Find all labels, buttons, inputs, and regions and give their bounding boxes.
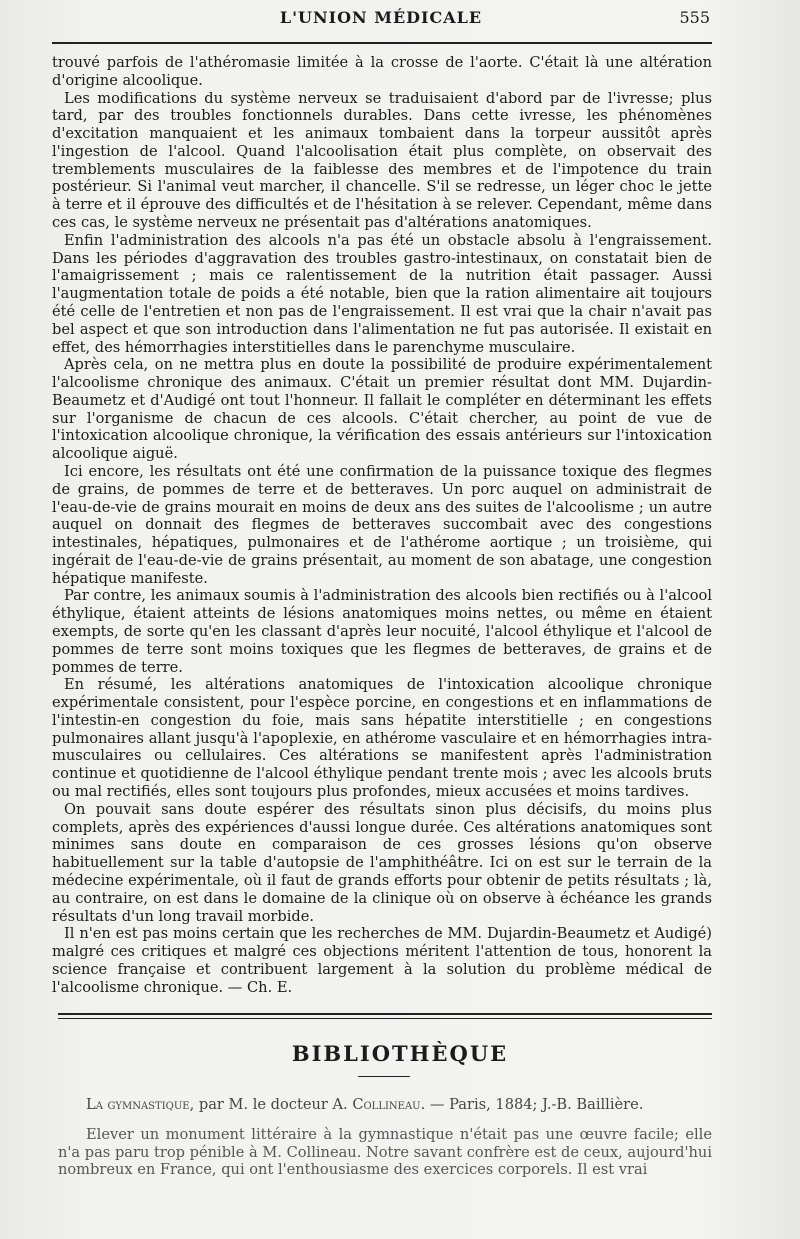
- paragraph: On pouvait sans doute espérer des résultats sinon plus décisifs, du moins plus complets, après des expériences d'aussi longue durée. Ces altérations anatomiques sont minimes sans doute en comparaison de ces grosses lésions qu'on observe habituellement sur la table d'autopsie de l'amphithéâtre. Ici on est sur le terrain de la médecine expérimentale, où il faut de grands efforts pour obtenir de petits résultats ; là, au contraire, on est dans le domaine de la clinique où on observe à échéance les grands résultats d'un long travail morbide.: [52, 800, 712, 925]
- paragraph: Les modifications du système nerveux se traduisaient d'abord par de l'ivresse; plus tard, par des troubles fonctionnels durables. Dans cette ivresse, les phénomènes d'excitation manquaient et les animaux tombaient dans la torpeur aussitôt après l'ingestion de l'alcool. Quand l'alcoolisation était plus complète, on observait des tremblements musculaires de la faiblesse des membres et de l'impotence du train postérieur. Si l'animal veut marcher, il chancelle. S'il se redresse, un léger choc le jette à terre et il éprouve des difficultés et de l'hésitation à se relever. Cependant, même dans ces cas, le système nerveux ne présentait pas d'altérations anatomiques.: [52, 89, 712, 232]
- paragraph: trouvé parfois de l'athéromasie limitée à la crosse de l'aorte. C'était là une altération d'origine alcoolique.: [52, 54, 712, 89]
- work-title: La gymnastique,: [86, 1096, 195, 1113]
- bibliographic-reference: [58, 1096, 712, 1114]
- section-divider: [58, 1013, 712, 1019]
- journal-title: L'UNION MÉDICALE: [279, 8, 483, 27]
- paragraph: Il n'en est pas moins certain que les recherches de MM. Dujardin-Beaumetz et Audigé) malgré ces critiques et malgré ces objections méritent l'attention de tous, honorent la science française et contribuent largement à la solution du problème médical de l'alcoolisme chronique. — Ch. E.: [52, 925, 712, 996]
- paragraph: En résumé, les altérations anatomiques de l'intoxication alcoolique chronique expérimentale consistent, pour l'espèce porcine, en congestions et en inflammations de l'intestin-en congestion du foie, mais sans hépatite interstitielle ; en congestions pulmonaires allant jusqu'à l'apoplexie, en athérome vasculaire et en hémorrhagies intra-musculaires ou cellulaires. Ces altérations se manifestent après l'administration continue et quotidienne de l'alcool éthylique pendant trente mois ; avec les alcools bruts ou mal rectifiés, elles sont toujours plus profondes, mieux accusées et moins tardives.: [52, 676, 712, 801]
- paragraph: Après cela, on ne mettra plus en doute la possibilité de produire expérimentalement l'alcoolisme chronique des animaux. C'était un premier résultat dont MM. Dujardin-Beaumetz et d'Audigé ont tout l'honneur. Il fallait le compléter en déterminant les effets sur l'organisme de chacun de ces alcools. C'était chercher, au point de vue de l'intoxication alcoolique chronique, la vérification des essais antérieurs sur l'intoxication alcoolique aiguë.: [52, 356, 712, 463]
- paragraph: Ici encore, les résultats ont été une confirmation de la puissance toxique des flegmes de grains, de pommes de terre et de betteraves. Un porc auquel on administrait de l'eau-de-vie de grains mourait en moins de deux ans des suites de l'alcoolisme ; un autre auquel on donnait des flegmes de betteraves succombait avec des congestions intestinales, hépatiques, pulmonaires et de l'athérome aortique ; un troisième, qui ingérait de l'eau-de-vie de grains présentait, au moment de son abatage, une congestion hépatique manifeste.: [52, 462, 712, 587]
- review-excerpt: Elever un monument littéraire à la gymnastique n'était pas une œuvre facile; elle n'a pas paru trop pénible à M. Collineau. Notre savant confrère est de ceux, aujourd'hui nombreux en France, qui ont l'enthousiasme des exercices corporels. Il est vrai: [58, 1126, 712, 1178]
- paragraph: Par contre, les animaux soumis à l'administration des alcools bien rectifiés ou à l'alcool éthylique, étaient atteints de lésions anatomiques moins nettes, ou même en étaient exempts, de sorte qu'en les classant d'après leur nocuité, l'alcool éthylique et l'alcool de pommes de terre sont moins toxiques que les flegmes de betteraves, de grains et de pommes de terre.: [52, 587, 712, 676]
- section-heading: BIBLIOTHÈQUE: [291, 1041, 509, 1066]
- author-name: A. Collineau.: [332, 1096, 426, 1113]
- article-body: [52, 54, 712, 996]
- header-rule: [52, 42, 712, 44]
- publication-info: — Paris, 1884; J.-B. Baillière.: [429, 1096, 644, 1113]
- paragraph: Enfin l'administration des alcools n'a pas été un obstacle absolu à l'engraissement. Dans les périodes d'aggravation des troubles gastro-intestinaux, on constatait bien de l'amaigrissement ; mais ce ralentissement de la nutrition était passager. Aussi l'augmentation totale de poids a été notable, bien que la ration alimentaire ait toujours été celle de l'entretien et non pas de l'engraissement. Il est vrai que la chair n'avait pas bel aspect et que son introduction dans l'alimentation ne fut pas autorisée. Il existait en effet, des hémorrhagies interstitielles dans le parenchyme musculaire.: [52, 231, 712, 356]
- heading-underline: [358, 1076, 410, 1077]
- page-number: 555: [679, 8, 710, 27]
- author-prefix: par M. le docteur: [198, 1096, 328, 1113]
- running-head: [52, 8, 710, 32]
